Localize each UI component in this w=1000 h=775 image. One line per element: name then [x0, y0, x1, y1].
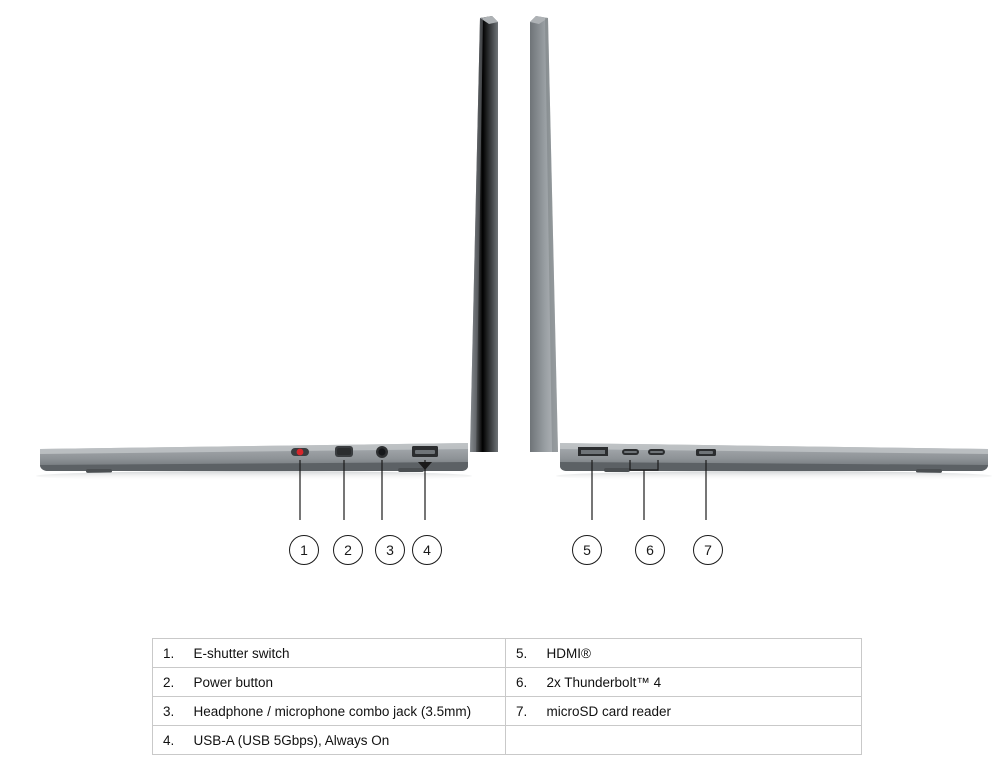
callout-number: 7 [704, 542, 712, 558]
callout-number: 1 [300, 542, 308, 558]
legend-left-label: USB-A (USB 5Gbps), Always On [185, 726, 506, 755]
callout-number: 5 [583, 542, 591, 558]
table-row [153, 726, 862, 755]
callout-2 [333, 535, 363, 565]
legend-left-number: 2. [153, 668, 185, 697]
left-side-ports-view [36, 16, 498, 520]
legend-left-number: 3. [153, 697, 185, 726]
port-headphone-jack [376, 446, 388, 458]
callout-6 [635, 535, 665, 565]
callout-4 [412, 535, 442, 565]
table-row [153, 697, 862, 726]
legend-right-number: 7. [506, 697, 538, 726]
callout-1 [289, 535, 319, 565]
port-microsd-card-reader [696, 449, 716, 456]
callout-number: 3 [386, 542, 394, 558]
right-side-ports-view [530, 16, 992, 520]
legend-left-label: E-shutter switch [185, 639, 506, 668]
legend-left-number: 4. [153, 726, 185, 755]
port-legend-table [152, 638, 862, 755]
legend-left-label: Headphone / microphone combo jack (3.5mm) [185, 697, 506, 726]
callout-3 [375, 535, 405, 565]
table-row [153, 668, 862, 697]
legend-right-label: HDMI® [538, 639, 862, 668]
callout-7 [693, 535, 723, 565]
port-power-button [335, 446, 353, 457]
callout-number: 2 [344, 542, 352, 558]
port-e-shutter-switch [291, 448, 309, 456]
legend-right-label [538, 726, 862, 755]
table-row [153, 639, 862, 668]
legend-right-label: 2x Thunderbolt™ 4 [538, 668, 862, 697]
legend-right-number: 6. [506, 668, 538, 697]
callout-number: 4 [423, 542, 431, 558]
callout-number: 6 [646, 542, 654, 558]
callout-5 [572, 535, 602, 565]
legend-right-label: microSD card reader [538, 697, 862, 726]
port-usb-a [412, 446, 438, 457]
legend-right-number: 5. [506, 639, 538, 668]
port-hdmi [578, 447, 608, 456]
legend-left-number: 1. [153, 639, 185, 668]
legend-left-label: Power button [185, 668, 506, 697]
legend-right-number [506, 726, 538, 755]
